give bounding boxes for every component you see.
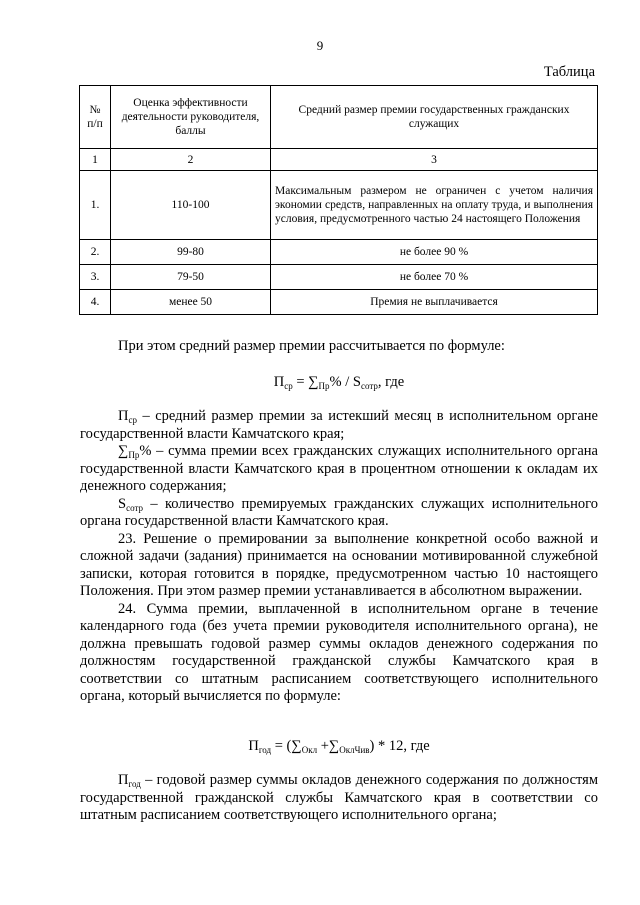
def-text: – средний размер премии за истекший месяц в исполнительном органе государственной власти Камчатского края; bbox=[80, 408, 598, 442]
def-symbol: П bbox=[118, 408, 129, 424]
header-score: Оценка эффективности деятельности руководителя, баллы bbox=[111, 86, 271, 149]
def-subscript: год bbox=[128, 779, 141, 789]
formula-subscript: год bbox=[258, 745, 272, 755]
definition-employee-count bbox=[80, 496, 598, 531]
definition-avg-premium bbox=[80, 408, 598, 443]
formula-annual-salary bbox=[80, 738, 598, 756]
intro-text: При этом средний размер премии рассчитывается по формуле: bbox=[118, 338, 505, 354]
def-symbol: П bbox=[118, 772, 129, 788]
def-subscript: ср bbox=[128, 415, 137, 425]
formula-operator: = (∑ bbox=[271, 738, 302, 754]
formula-symbol: П bbox=[248, 738, 259, 754]
formula-operator: = ∑ bbox=[292, 374, 319, 390]
def-text: – годовой размер суммы окладов денежного содержания по должностям государственной гражданской службы Камчатского края в соответствии со штатным расписанием соответствующего исполнительного органа; bbox=[80, 772, 598, 823]
definition-annual-salary bbox=[80, 772, 598, 825]
formula-subscript: Окл bbox=[301, 745, 318, 755]
page-number: 9 bbox=[316, 38, 324, 53]
definition-sum-premium bbox=[80, 443, 598, 496]
formula-symbol: П bbox=[273, 374, 285, 390]
formula-subscript: ср bbox=[284, 381, 293, 391]
row-score: менее 50 bbox=[111, 290, 271, 315]
formula-subscript: Пр bbox=[318, 381, 330, 391]
formula-subscript: сотр bbox=[360, 381, 378, 391]
paragraph-24: 24. Сумма премии, выплаченной в исполнительном органе в течение календарного года (без учета премии руководителя исполнительного органа), не должна превышать годовой размер суммы окладов денежного содержания по должностям государственной гражданской службы Камчатского края в соответствии со штатным расписанием соответствующего исполнительного органа, который вычисляется по формуле: bbox=[80, 600, 598, 704]
premium-table bbox=[79, 85, 598, 315]
def-text: – количество премируемых гражданских служащих исполнительного органа государственной власти Камчатского края. bbox=[80, 495, 598, 529]
formula-tail: ) * 12, где bbox=[369, 738, 430, 754]
row-premium: Премия не выплачивается bbox=[271, 290, 598, 315]
header-num: № п/п bbox=[80, 86, 111, 149]
index-cell: 3 bbox=[271, 149, 598, 171]
row-premium: Максимальным размером не ограничен с учетом наличия экономии средств, направленных на оплату труда, и выполнения условия, предусмотренного частью 24 настоящего Положения bbox=[271, 171, 598, 240]
def-symbol: S bbox=[118, 495, 127, 512]
def-symbol: ∑ bbox=[118, 443, 129, 459]
row-num: 3. bbox=[80, 265, 111, 290]
header-premium: Средний размер премии государственных гражданских служащих bbox=[271, 86, 598, 149]
row-premium: не более 70 % bbox=[271, 265, 598, 290]
table-index-row bbox=[80, 149, 598, 171]
def-text: % – сумма премии всех гражданских служащих исполнительного органа государственной власти Камчатского края в процентном отношении к окладам их денежного содержания; bbox=[80, 443, 598, 494]
row-score: 99-80 bbox=[111, 240, 271, 265]
index-cell: 2 bbox=[111, 149, 271, 171]
formula-operator: +∑ bbox=[317, 738, 340, 754]
table-header-row bbox=[80, 86, 598, 149]
formula-subscript: ОклЧив bbox=[339, 745, 370, 755]
formula-average-premium bbox=[80, 374, 598, 392]
def-subscript: сотр bbox=[126, 502, 143, 513]
table-row bbox=[80, 290, 598, 315]
table-row bbox=[80, 265, 598, 290]
definitions-block bbox=[80, 408, 598, 706]
row-num: 1. bbox=[80, 171, 111, 240]
formula-tail: , где bbox=[377, 374, 405, 390]
index-cell: 1 bbox=[80, 149, 111, 171]
row-num: 4. bbox=[80, 290, 111, 315]
table-row bbox=[80, 171, 598, 240]
table-row bbox=[80, 240, 598, 265]
row-score: 79-50 bbox=[111, 265, 271, 290]
formula-operator: % / S bbox=[329, 374, 361, 390]
table-caption: Таблица bbox=[543, 64, 595, 80]
paragraph-23: 23. Решение о премировании за выполнение конкретной особо важной и сложной задачи (задания) принимается на основании мотивированной служебной записки, которая готовится в порядке, предусмотренном частью 10 настоящего Положения. При этом размер премии устанавливается в абсолютном выражении. bbox=[80, 530, 598, 599]
row-premium: не более 90 % bbox=[271, 240, 598, 265]
def-subscript: Пр bbox=[128, 450, 140, 460]
row-num: 2. bbox=[80, 240, 111, 265]
row-score: 110-100 bbox=[111, 171, 271, 240]
